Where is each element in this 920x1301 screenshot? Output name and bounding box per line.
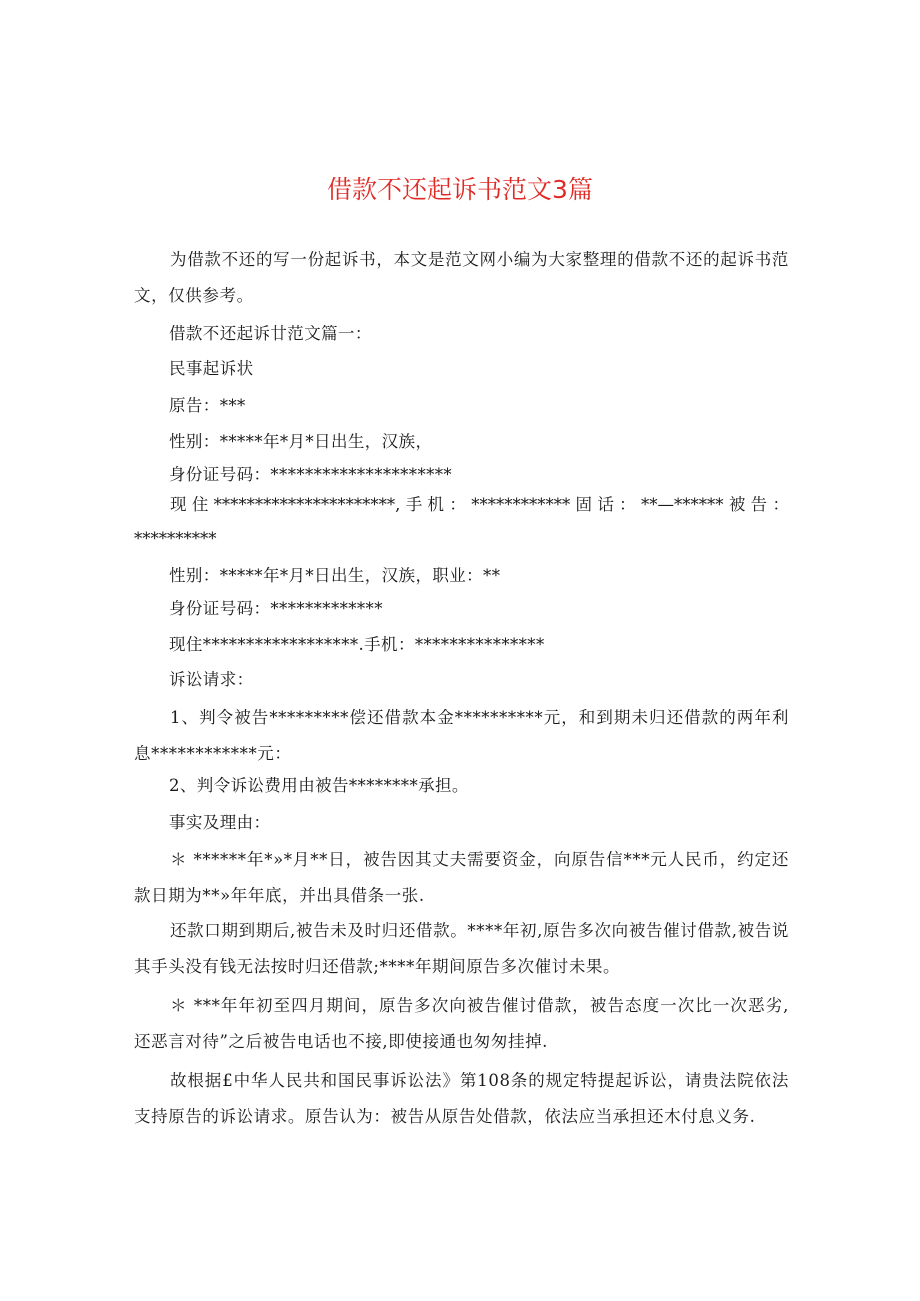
defendant-id-line: 身份证号码：*************: [169, 599, 383, 618]
claim-1-paragraph: 1、判令被告*********偿还借款本金**********元，和到期未归还借款的两年利息************元：: [134, 708, 789, 763]
claim-2-line: 2、判令诉讼费用由被告********承担。: [169, 776, 469, 795]
fact-3-paragraph: ＊ ***年年初至四月期间，原告多次向被告催讨借款，被告态度一次比一次恶劣,还恶言对待”之后被告电话也不接,即使接通也匆匆挂掉.: [134, 996, 789, 1051]
defendant-address-line: 现住******************.手机：***************: [169, 635, 545, 654]
conclusion-paragraph: 故根据£中华人民共和国民事诉讼法》第108条的规定特提起诉讼，请贵法院依法支持原告的诉讼请求。原告认为：被告从原告处借款，依法应当承担还木付息义务.: [134, 1071, 789, 1126]
claims-heading: 诉讼请求：: [169, 670, 254, 689]
plaintiff-line: 原告：***: [169, 396, 246, 415]
section-heading-one: 借款不还起诉廿范文篇一：: [169, 324, 372, 343]
plaintiff-address-paragraph: 现住**********************,手机：************固话：**—******被告：**********: [134, 495, 789, 548]
plaintiff-id-line: 身份证号码：*********************: [169, 465, 453, 484]
fact-2-paragraph: 还款口期到期后,被告未及时归还借款。****年初,原告多次向被告催讨借款,被告说其手头没有钱无法按时归还借款;****年期间原告多次催讨未果。: [134, 921, 789, 976]
facts-heading: 事实及理由：: [169, 813, 271, 832]
defendant-gender-line: 性别：*****年*月*日出生，汉族，职业：**: [169, 566, 501, 585]
complaint-title: 民事起诉状: [169, 359, 254, 378]
plaintiff-gender-line: 性别：*****年*月*日出生，汉族，: [169, 432, 433, 451]
intro-paragraph: 为借款不还的写一份起诉书，本文是范文网小编为大家整理的借款不还的起诉书范文，仅供参考。: [134, 250, 789, 305]
fact-1-paragraph: ＊ ******年*»*月**日，被告因其丈夫需要资金，向原告信***元人民币，约定还款日期为**»年年底，并出具借条一张.: [134, 850, 789, 905]
document-title: 借款不还起诉书范文3篇: [327, 175, 593, 204]
